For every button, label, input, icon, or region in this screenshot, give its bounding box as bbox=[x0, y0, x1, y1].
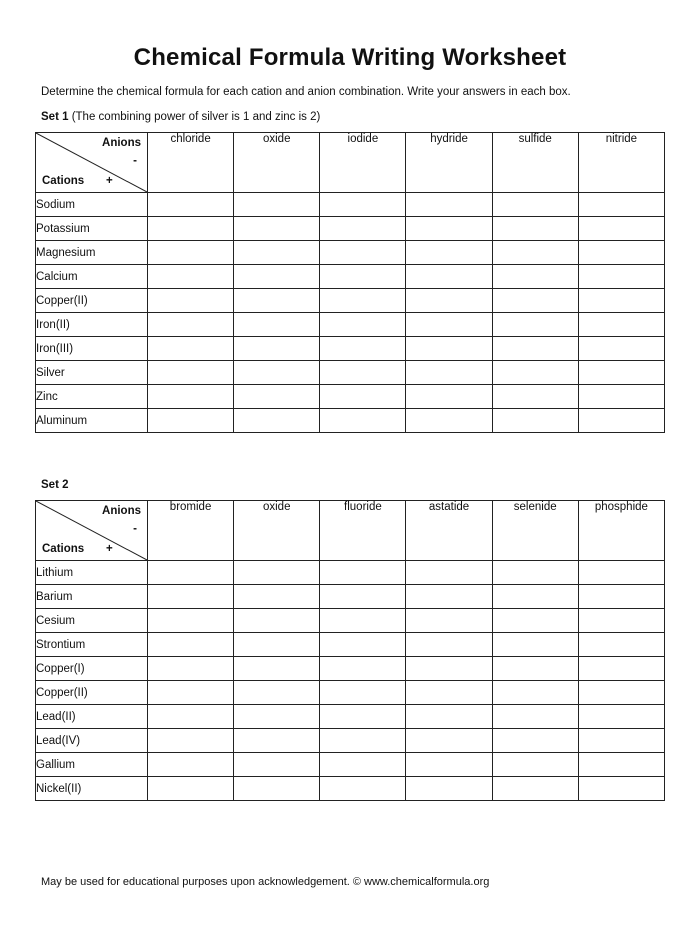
answer-cell[interactable] bbox=[148, 561, 234, 585]
answer-cell[interactable] bbox=[234, 361, 320, 385]
answer-cell[interactable] bbox=[148, 289, 234, 313]
answer-cell[interactable] bbox=[234, 585, 320, 609]
answer-cell[interactable] bbox=[578, 633, 664, 657]
answer-cell[interactable] bbox=[578, 585, 664, 609]
answer-cell[interactable] bbox=[578, 193, 664, 217]
answer-cell[interactable] bbox=[406, 729, 492, 753]
answer-cell[interactable] bbox=[148, 241, 234, 265]
answer-cell[interactable] bbox=[406, 409, 492, 433]
answer-cell[interactable] bbox=[406, 585, 492, 609]
answer-cell[interactable] bbox=[148, 753, 234, 777]
answer-cell[interactable] bbox=[234, 385, 320, 409]
answer-cell[interactable] bbox=[320, 681, 406, 705]
answer-cell[interactable] bbox=[492, 729, 578, 753]
answer-cell[interactable] bbox=[148, 265, 234, 289]
answer-cell[interactable] bbox=[492, 561, 578, 585]
answer-cell[interactable] bbox=[578, 265, 664, 289]
cation-label: Magnesium bbox=[36, 241, 148, 265]
cation-label: Gallium bbox=[36, 753, 148, 777]
cation-label: Lead(II) bbox=[36, 705, 148, 729]
answer-cell[interactable] bbox=[320, 657, 406, 681]
cation-label: Copper(I) bbox=[36, 657, 148, 681]
cation-label: Nickel(II) bbox=[36, 777, 148, 801]
answer-cell[interactable] bbox=[148, 633, 234, 657]
answer-cell[interactable] bbox=[406, 241, 492, 265]
table-row bbox=[36, 193, 665, 217]
cation-label: Strontium bbox=[36, 633, 148, 657]
answer-cell[interactable] bbox=[320, 561, 406, 585]
answer-cell[interactable] bbox=[578, 409, 664, 433]
anion-header-nitride: nitride bbox=[578, 133, 664, 193]
answer-cell[interactable] bbox=[148, 385, 234, 409]
set1-heading bbox=[41, 111, 320, 123]
answer-cell[interactable] bbox=[492, 241, 578, 265]
table-row bbox=[36, 289, 665, 313]
answer-cell[interactable] bbox=[406, 561, 492, 585]
answer-cell[interactable] bbox=[148, 409, 234, 433]
cation-label: Aluminum bbox=[36, 409, 148, 433]
answer-cell[interactable] bbox=[320, 193, 406, 217]
answer-cell[interactable] bbox=[492, 409, 578, 433]
cations-label: Cations bbox=[42, 175, 85, 187]
table-row bbox=[36, 385, 665, 409]
answer-cell[interactable] bbox=[320, 217, 406, 241]
cation-label: Copper(II) bbox=[36, 289, 148, 313]
answer-cell[interactable] bbox=[492, 609, 578, 633]
set2-label: Set 2 bbox=[41, 479, 69, 491]
table-row bbox=[36, 609, 665, 633]
answer-cell[interactable] bbox=[148, 585, 234, 609]
answer-cell[interactable] bbox=[234, 705, 320, 729]
instructions-text: Determine the chemical formula for each cation and anion combination. Write your answers in each box. bbox=[41, 86, 571, 98]
answer-cell[interactable] bbox=[406, 753, 492, 777]
answer-cell[interactable] bbox=[234, 753, 320, 777]
answer-cell[interactable] bbox=[320, 385, 406, 409]
answer-cell[interactable] bbox=[492, 265, 578, 289]
cations-label: Cations bbox=[42, 543, 85, 555]
answer-cell[interactable] bbox=[578, 681, 664, 705]
answer-cell[interactable] bbox=[148, 705, 234, 729]
answer-cell[interactable] bbox=[148, 609, 234, 633]
cation-label: Calcium bbox=[36, 265, 148, 289]
table-row bbox=[36, 681, 665, 705]
answer-cell[interactable] bbox=[234, 561, 320, 585]
answer-cell[interactable] bbox=[148, 729, 234, 753]
answer-cell[interactable] bbox=[234, 657, 320, 681]
answer-cell[interactable] bbox=[406, 265, 492, 289]
answer-cell[interactable] bbox=[406, 337, 492, 361]
table-row bbox=[36, 217, 665, 241]
set1-note: (The combining power of silver is 1 and zinc is 2) bbox=[71, 111, 321, 123]
table-row bbox=[36, 561, 665, 585]
table-row bbox=[36, 729, 665, 753]
anion-header-oxide: oxide bbox=[234, 501, 320, 561]
answer-cell[interactable] bbox=[234, 313, 320, 337]
answer-cell[interactable] bbox=[492, 385, 578, 409]
answer-cell[interactable] bbox=[234, 633, 320, 657]
answer-cell[interactable] bbox=[578, 217, 664, 241]
answer-cell[interactable] bbox=[148, 217, 234, 241]
answer-cell[interactable] bbox=[234, 409, 320, 433]
answer-cell[interactable] bbox=[406, 193, 492, 217]
answer-cell[interactable] bbox=[578, 337, 664, 361]
table-row bbox=[36, 337, 665, 361]
anion-header-phosphide: phosphide bbox=[578, 501, 664, 561]
answer-cell[interactable] bbox=[578, 777, 664, 801]
table-row bbox=[36, 657, 665, 681]
answer-cell[interactable] bbox=[492, 753, 578, 777]
table-row bbox=[36, 313, 665, 337]
answer-cell[interactable] bbox=[578, 241, 664, 265]
cation-label: Cesium bbox=[36, 609, 148, 633]
answer-cell[interactable] bbox=[320, 337, 406, 361]
answer-cell[interactable] bbox=[492, 361, 578, 385]
answer-cell[interactable] bbox=[234, 217, 320, 241]
answer-cell[interactable] bbox=[320, 409, 406, 433]
table-row bbox=[36, 409, 665, 433]
table-row bbox=[36, 265, 665, 289]
set1-table bbox=[35, 132, 665, 433]
cation-label: Iron(II) bbox=[36, 313, 148, 337]
answer-cell[interactable] bbox=[320, 777, 406, 801]
answer-cell[interactable] bbox=[492, 681, 578, 705]
answer-cell[interactable] bbox=[406, 217, 492, 241]
answer-cell[interactable] bbox=[578, 705, 664, 729]
cation-label: Zinc bbox=[36, 385, 148, 409]
answer-cell[interactable] bbox=[406, 289, 492, 313]
answer-cell[interactable] bbox=[492, 217, 578, 241]
table-row bbox=[36, 633, 665, 657]
answer-cell[interactable] bbox=[234, 265, 320, 289]
answer-cell[interactable] bbox=[406, 633, 492, 657]
plus-sign: + bbox=[106, 175, 113, 187]
anions-label: Anions bbox=[102, 137, 141, 149]
anion-header-astatide: astatide bbox=[406, 501, 492, 561]
anion-header-hydride: hydride bbox=[406, 133, 492, 193]
answer-cell[interactable] bbox=[492, 585, 578, 609]
answer-cell[interactable] bbox=[492, 337, 578, 361]
answer-cell[interactable] bbox=[320, 729, 406, 753]
answer-cell[interactable] bbox=[234, 241, 320, 265]
answer-cell[interactable] bbox=[234, 289, 320, 313]
answer-cell[interactable] bbox=[320, 585, 406, 609]
answer-cell[interactable] bbox=[578, 657, 664, 681]
anion-header-fluoride: fluoride bbox=[320, 501, 406, 561]
table-row bbox=[36, 241, 665, 265]
table-row bbox=[36, 585, 665, 609]
answer-cell[interactable] bbox=[320, 289, 406, 313]
answer-cell[interactable] bbox=[492, 289, 578, 313]
anion-header-oxide: oxide bbox=[234, 133, 320, 193]
set2-table bbox=[35, 500, 665, 801]
corner-header-cell bbox=[36, 133, 148, 193]
anion-header-iodide: iodide bbox=[320, 133, 406, 193]
cation-label: Sodium bbox=[36, 193, 148, 217]
answer-cell[interactable] bbox=[320, 609, 406, 633]
answer-cell[interactable] bbox=[406, 385, 492, 409]
cation-label: Potassium bbox=[36, 217, 148, 241]
footer-text: May be used for educational purposes upon acknowledgement. © www.chemicalformula.org bbox=[41, 876, 490, 888]
page-title: Chemical Formula Writing Worksheet bbox=[133, 44, 567, 71]
answer-cell[interactable] bbox=[492, 633, 578, 657]
table-row bbox=[36, 361, 665, 385]
cation-label: Barium bbox=[36, 585, 148, 609]
answer-cell[interactable] bbox=[148, 681, 234, 705]
corner-header-cell bbox=[36, 501, 148, 561]
answer-cell[interactable] bbox=[492, 193, 578, 217]
anion-header-bromide: bromide bbox=[148, 501, 234, 561]
answer-cell[interactable] bbox=[492, 777, 578, 801]
answer-cell[interactable] bbox=[406, 313, 492, 337]
answer-cell[interactable] bbox=[578, 289, 664, 313]
answer-cell[interactable] bbox=[234, 609, 320, 633]
anion-header-selenide: selenide bbox=[492, 501, 578, 561]
anion-header-chloride: chloride bbox=[148, 133, 234, 193]
minus-sign: - bbox=[133, 523, 137, 535]
answer-cell[interactable] bbox=[578, 561, 664, 585]
answer-cell[interactable] bbox=[406, 657, 492, 681]
table-row bbox=[36, 777, 665, 801]
answer-cell[interactable] bbox=[578, 753, 664, 777]
answer-cell[interactable] bbox=[148, 337, 234, 361]
answer-cell[interactable] bbox=[148, 777, 234, 801]
answer-cell[interactable] bbox=[406, 361, 492, 385]
minus-sign: - bbox=[133, 155, 137, 167]
answer-cell[interactable] bbox=[234, 729, 320, 753]
plus-sign: + bbox=[106, 543, 113, 555]
answer-cell[interactable] bbox=[234, 681, 320, 705]
table-row bbox=[36, 753, 665, 777]
answer-cell[interactable] bbox=[148, 657, 234, 681]
answer-cell[interactable] bbox=[406, 777, 492, 801]
answer-cell[interactable] bbox=[406, 705, 492, 729]
answer-cell[interactable] bbox=[578, 729, 664, 753]
answer-cell[interactable] bbox=[234, 777, 320, 801]
answer-cell[interactable] bbox=[320, 633, 406, 657]
table-row bbox=[36, 705, 665, 729]
answer-cell[interactable] bbox=[578, 385, 664, 409]
cation-label: Lithium bbox=[36, 561, 148, 585]
answer-cell[interactable] bbox=[406, 609, 492, 633]
answer-cell[interactable] bbox=[320, 753, 406, 777]
cation-label: Copper(II) bbox=[36, 681, 148, 705]
answer-cell[interactable] bbox=[492, 657, 578, 681]
anion-header-sulfide: sulfide bbox=[492, 133, 578, 193]
answer-cell[interactable] bbox=[148, 361, 234, 385]
answer-cell[interactable] bbox=[320, 705, 406, 729]
answer-cell[interactable] bbox=[492, 313, 578, 337]
answer-cell[interactable] bbox=[578, 361, 664, 385]
answer-cell[interactable] bbox=[492, 705, 578, 729]
set2-heading bbox=[41, 479, 69, 491]
answer-cell[interactable] bbox=[406, 681, 492, 705]
answer-cell[interactable] bbox=[578, 313, 664, 337]
answer-cell[interactable] bbox=[234, 193, 320, 217]
answer-cell[interactable] bbox=[320, 241, 406, 265]
anions-label: Anions bbox=[102, 505, 141, 517]
answer-cell[interactable] bbox=[320, 265, 406, 289]
cation-label: Lead(IV) bbox=[36, 729, 148, 753]
set1-label: Set 1 bbox=[41, 111, 69, 123]
cation-label: Silver bbox=[36, 361, 148, 385]
answer-cell[interactable] bbox=[234, 337, 320, 361]
answer-cell[interactable] bbox=[320, 313, 406, 337]
cation-label: Iron(III) bbox=[36, 337, 148, 361]
answer-cell[interactable] bbox=[320, 361, 406, 385]
answer-cell[interactable] bbox=[578, 609, 664, 633]
answer-cell[interactable] bbox=[148, 193, 234, 217]
answer-cell[interactable] bbox=[148, 313, 234, 337]
